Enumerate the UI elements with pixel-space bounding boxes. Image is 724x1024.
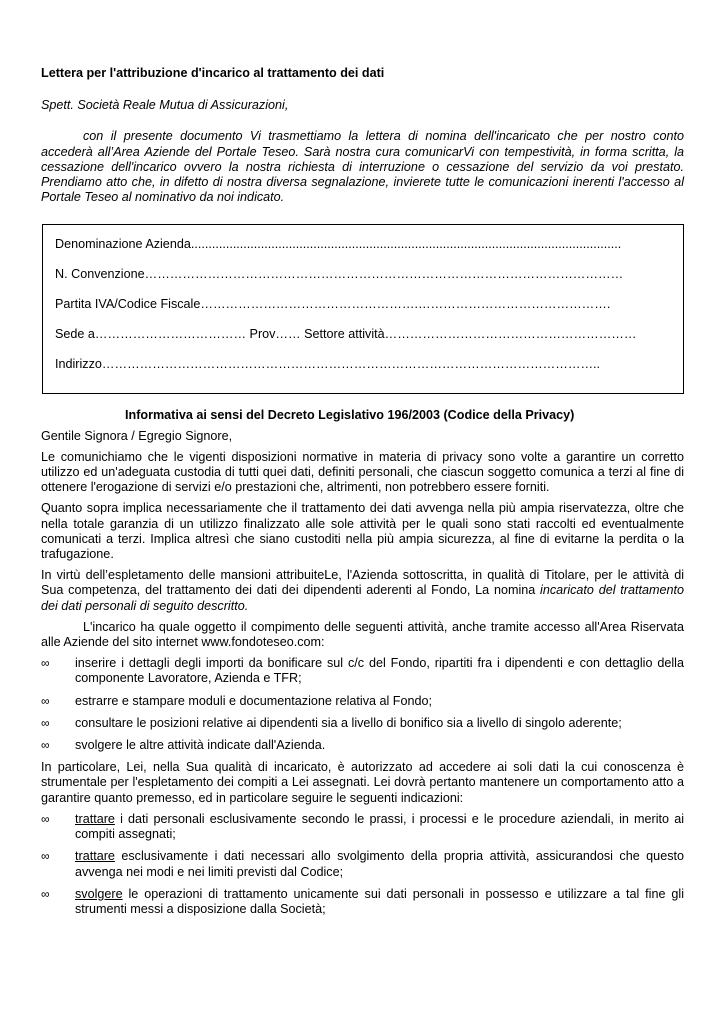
nomina-italic-text: incaricato del trattamento dei dati personali di seguito descritto. bbox=[41, 583, 684, 613]
paragraph-incarico: L'incarico ha quale oggetto il compimento delle seguenti attività, anche tramite accesso all'Area Riservata alle Aziende del sito internet www.fondoteseo.com: bbox=[41, 619, 684, 650]
paragraph-indicazioni: In particolare, Lei, nella Sua qualità di incaricato, è autorizzato ad accedere ai soli dati la cui conoscenza è strumentale per l'espletamento dei compiti a Lei assegnati. Lei dovrà pertanto mantenere un comportamento atto a garantire quanto premesso, ed in particolare seguire le seguenti indicazioni: bbox=[41, 760, 684, 805]
list-item: ∞ inserire i dettagli degli importi da bonificare sul c/c del Fondo, ripartiti fra i dipendenti e con dettaglio della componente Lavoratore, Azienda e TFR; bbox=[41, 656, 684, 686]
paragraph-privacy: Le comunichiamo che le vigenti disposizioni normative in materia di privacy sono volte a garantire un corretto utilizzo ed un'adeguata custodia di tutti quei dati, definiti personali, che ciascun soggetto comunica a terzi al fine di ottenere l'erogazione di servizi e/o prestazioni che, altrimenti, non potrebbero essere forniti. bbox=[41, 449, 684, 495]
indications-list bbox=[41, 812, 684, 917]
infinity-bullet-icon: ∞ bbox=[41, 715, 50, 730]
nomina-text: In virtù dell’espletamento delle mansioni attribuiteLe, l'Azienda sottoscritta, in qualità di Titolare, per le attività di Sua competenza, del trattamento dei dati dei dipendenti aderenti al Fondo, La nomina bbox=[41, 568, 684, 598]
sede-field: Sede a……………………………… Prov…… Settore attività…………………………………………………… bbox=[55, 327, 637, 342]
partita-iva-field: Partita IVA/Codice Fiscale…………………………………………….………………………………………. bbox=[55, 297, 611, 312]
paragraph-riservatezza: Quanto sopra implica necessariamente che il trattamento dei dati avvenga nella più ampia riservatezza, oltre che nella totale garanzia di un utilizzo finalizzato alle sole attività per le quali sono stati raccolti ed eventualmente comunicati a terzi. Implica altresì che siano custoditi nella più ampia sicurezza, al fine di evitarne la perdita o la trafugazione. bbox=[41, 501, 684, 562]
indirizzo-field: Indirizzo……………………………………………………………………………………………………….. bbox=[55, 357, 601, 372]
convenzione-field: N. Convenzione…………………………………………………………………………………………………… bbox=[55, 267, 624, 282]
document-page bbox=[41, 66, 684, 924]
intro-paragraph: con il presente documento Vi trasmettiamo la lettera di nomina dell'incaricato che per nostro conto accederà all’Area Aziende del Portale Teseo. Sarà nostra cura comunicarVi con tempestività, in forma scritta, la cessazione dell'incarico ovvero la nostra richiesta di interruzione o cessazione del servizio da voi prestato. Prendiamo atto che, in difetto di nostra diversa segnalazione, invierete tutte le comunicazioni inerenti l'accesso al Portale Teseo al nominativo da noi indicato. bbox=[41, 129, 684, 205]
infinity-bullet-icon: ∞ bbox=[41, 693, 50, 708]
infinity-bullet-icon: ∞ bbox=[41, 811, 50, 826]
salutation: Gentile Signora / Egregio Signore, bbox=[41, 428, 233, 443]
infinity-bullet-icon: ∞ bbox=[41, 886, 50, 901]
company-info-box bbox=[42, 224, 684, 394]
informativa-title: Informativa ai sensi del Decreto Legislativo 196/2003 (Codice della Privacy) bbox=[125, 408, 575, 423]
list-item: ∞ trattare i dati personali esclusivamente secondo le prassi, i processi e le procedure aziendali, in merito ai compiti assegnati; bbox=[41, 811, 684, 842]
infinity-bullet-icon: ∞ bbox=[41, 849, 50, 864]
denominazione-field: Denominazione Azienda........................................................................................................................... bbox=[55, 237, 622, 252]
document-title: Lettera per l'attribuzione d'incarico al trattamento dei dati bbox=[41, 66, 385, 80]
list-item: ∞ svolgere le altre attività indicate dall'Azienda. bbox=[41, 738, 326, 753]
list-item: ∞ svolgere le operazioni di trattamento unicamente sui dati personali in possesso e utilizzare a tal fine gli strumenti messi a disposizione dalla Società; bbox=[41, 886, 684, 916]
list-item: ∞ trattare esclusivamente i dati necessari allo svolgimento della propria attività, assicurandosi che questo avvenga nei modi e nei limiti previsti dal Codice; bbox=[41, 849, 684, 879]
list-item: ∞ estrarre e stampare moduli e documentazione relativa al Fondo; bbox=[41, 693, 433, 708]
infinity-bullet-icon: ∞ bbox=[41, 656, 50, 671]
paragraph-nomina bbox=[41, 568, 684, 614]
infinity-bullet-icon: ∞ bbox=[41, 738, 50, 753]
list-item: ∞ consultare le posizioni relative ai dipendenti sia a livello di bonifico sia a livello di singolo aderente; bbox=[41, 715, 622, 730]
greeting: Spett. Società Reale Mutua di Assicurazioni, bbox=[41, 98, 289, 113]
activities-list bbox=[41, 656, 684, 753]
